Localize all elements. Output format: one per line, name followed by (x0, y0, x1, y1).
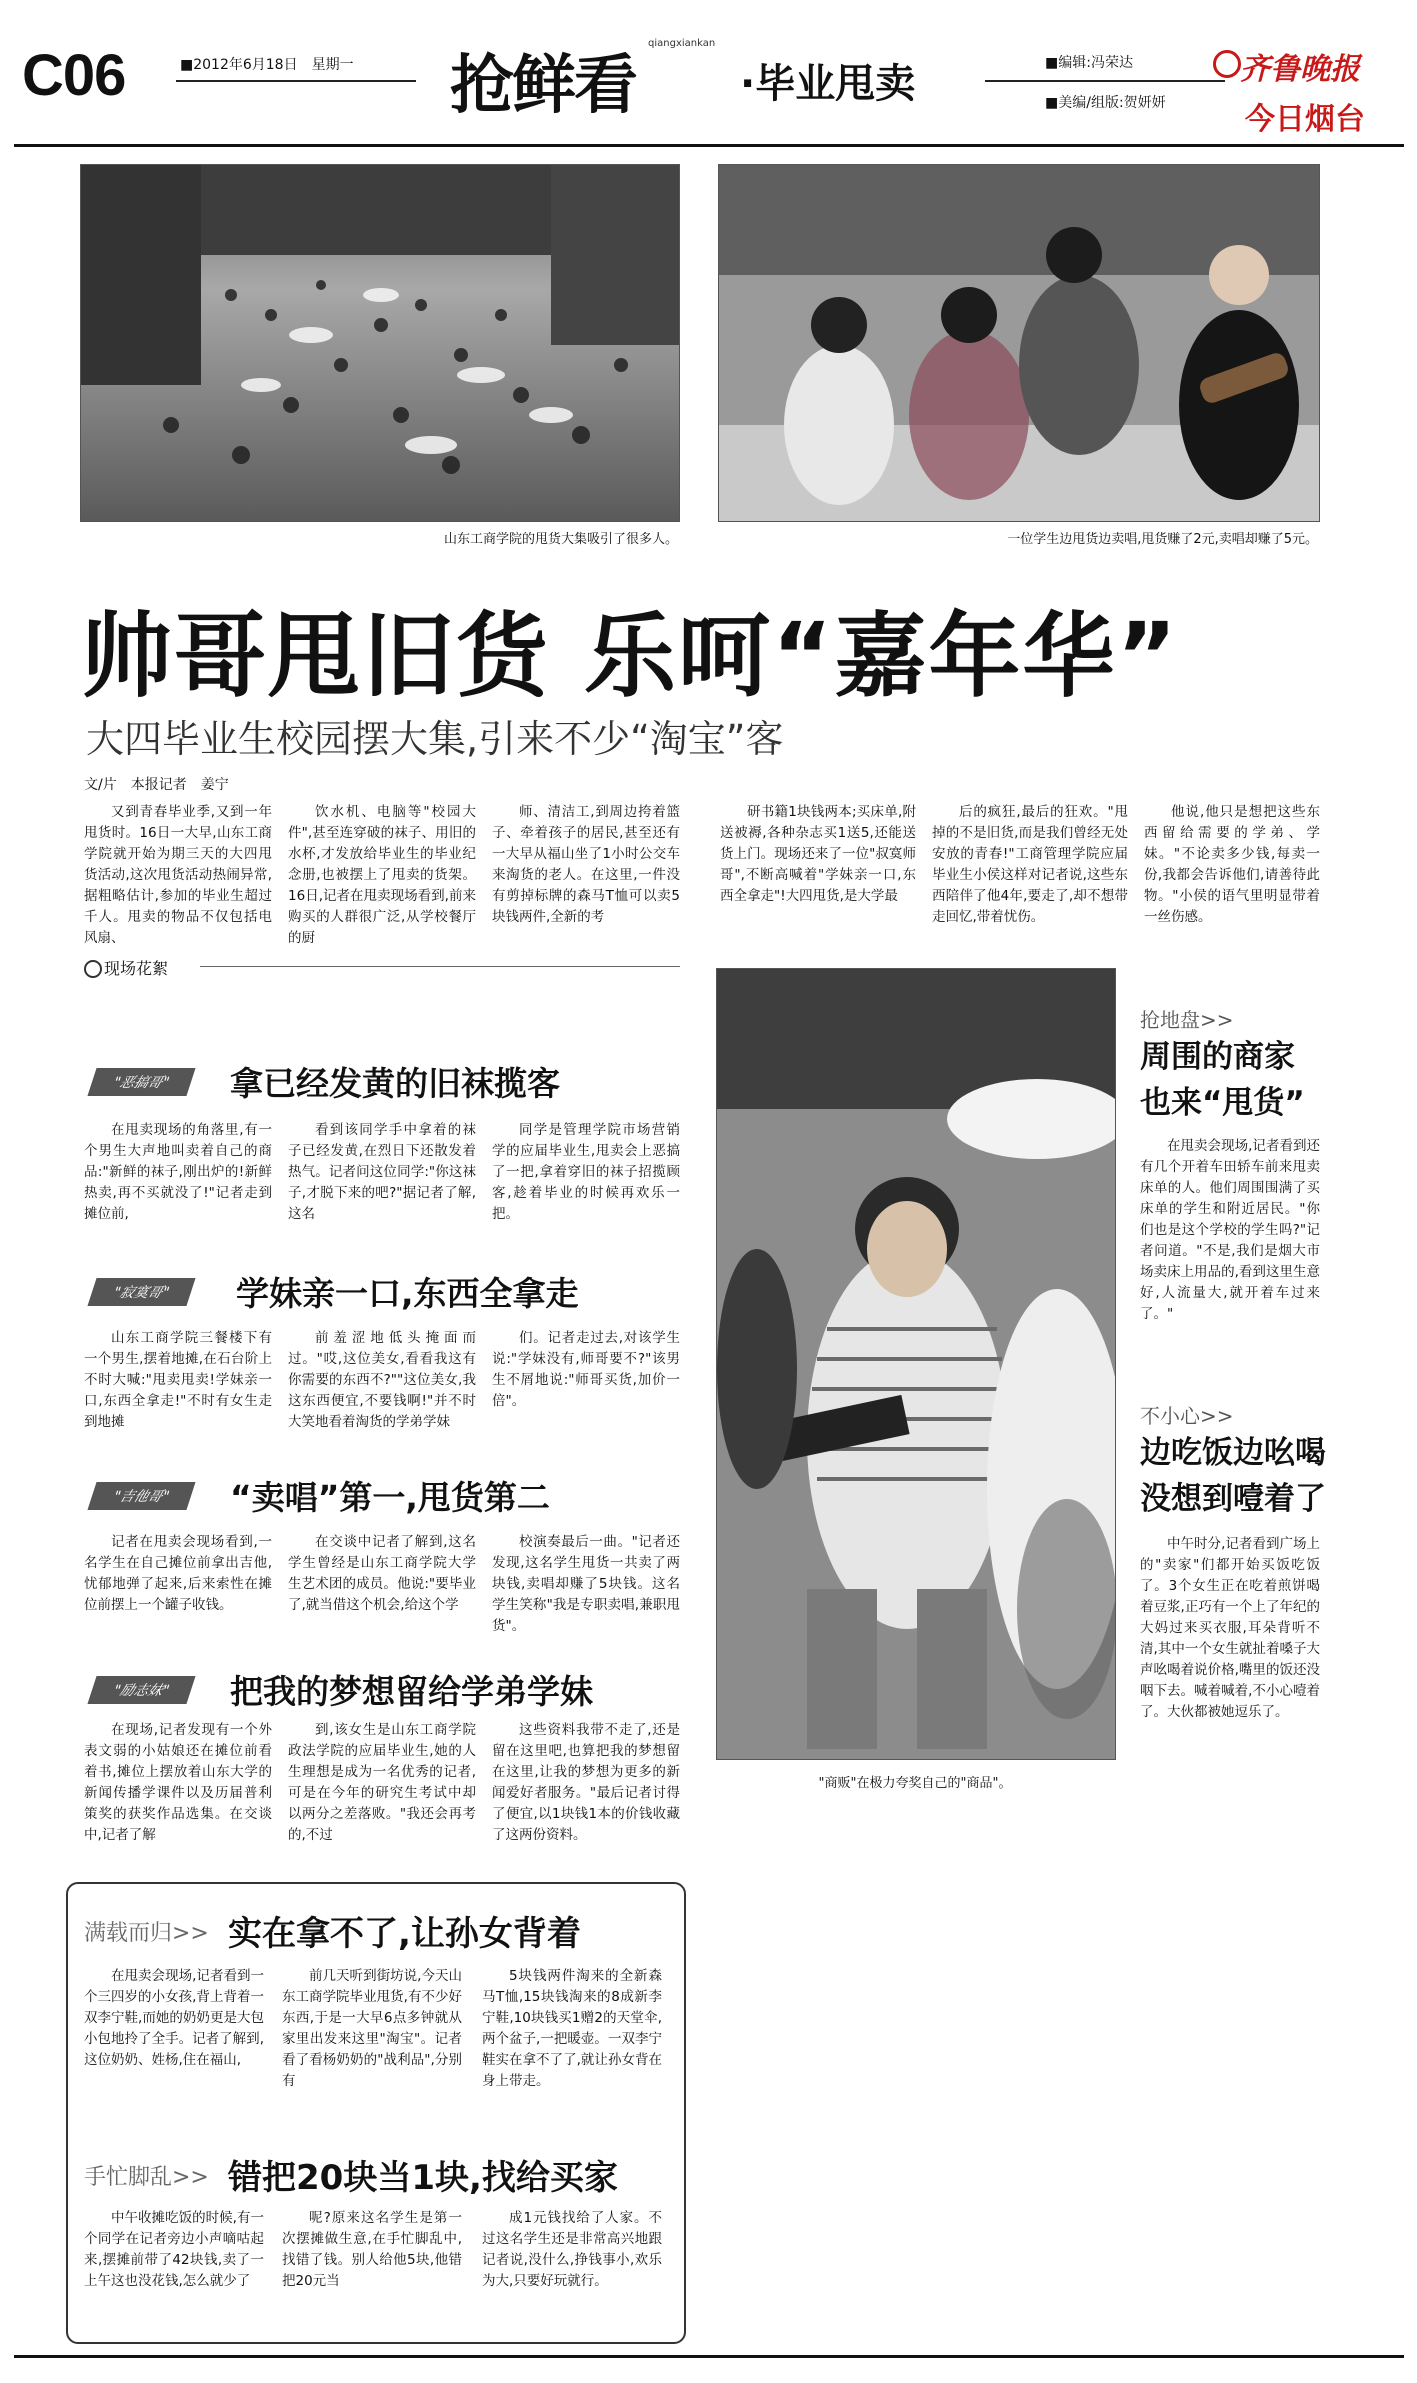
story-column: 山东工商学院三餐楼下有一个男生,摆着地摊,在石台阶上不时大喊:"甩卖甩卖!学妹亲一口,东西全拿走!"不时有女生走到地摊 (84, 1330, 272, 1430)
brand-icon (1213, 50, 1241, 78)
story-column: 这些资料我带不走了,还是留在这里吧,也算把我的梦想留在这里,让我的梦想为更多的新闻爱好者服务。"最后记者讨得了便宜,以1块钱1本的价钱收藏了这两份资料。 (492, 1722, 680, 1843)
header-rule-left (176, 80, 416, 82)
guitar-photo-caption: 一位学生边甩货边卖唱,甩货赚了2元,卖唱却赚了5元。 (1007, 532, 1318, 547)
issue-date: ■2012年6月18日 星期一 (180, 57, 354, 73)
story-tag: "寂寞哥" (87, 1278, 195, 1306)
crowd-photo-caption: 山东工商学院的甩货大集吸引了很多人。 (443, 532, 678, 547)
sidebar-kicker: 不小心>> (1140, 1404, 1234, 1428)
scene-label: 现场花絮 (104, 959, 169, 978)
sidebar-body: 中午时分,记者看到广场上的"卖家"们都开始买饭吃饭了。3个女生正在吃着煎饼喝着豆浆,正巧有一个上了年纪的大妈过来买衣服,耳朵背听不清,其中一个女生就扯着嗓子大声吆喝着说价格,嘴里的饭还没咽下去。喊着喊着,不小心噎着了。大伙都被她逗乐了。 (1140, 1536, 1320, 1720)
sidebar-kicker: 抢地盘>> (1140, 1008, 1234, 1032)
column-logo: 抢鲜看 (450, 48, 636, 123)
newspaper-brand: 齐鲁晚报 (1240, 52, 1360, 87)
box-title: 错把20块当1块,找给买家 (228, 2158, 618, 2198)
box-column: 5块钱两件淘来的全新森马T恤,15块钱淘来的8成新李宁鞋,10块钱买1赠2的天堂伞,两个盆子,一把暖壶。一双李宁鞋实在拿不了了,就让孙女背在身上带走。 (482, 1968, 662, 2089)
box-column: 中午收摊吃饭的时候,有一个同学在记者旁边小声嘀咕起来,摆摊前带了42块钱,卖了一上午这也没花钱,怎么就少了 (84, 2210, 264, 2289)
designer-credit: ■美编/组版:贺妍妍 (1045, 95, 1166, 111)
story-column: 校演奏最后一曲。"记者还发现,这名学生甩货一共卖了两块钱,卖唱却赚了5块钱。这名学生笑称"我是专职卖唱,兼职甩货"。 (492, 1534, 680, 1634)
story-column: 在现场,记者发现有一个外表文弱的小姑娘还在摊位前看着书,摊位上摆放着山东大学的新闻传播学课件以及历届普利策奖的获奖作品选集。在交谈中,记者了解 (84, 1722, 272, 1843)
sidebar-title: 边吃饭边吆喝没想到噎着了 (1140, 1435, 1326, 1517)
lead-column: 师、清洁工,到周边挎着篮子、牵着孩子的居民,甚至还有一大早从福山坐了1小时公交车来淘货的老人。在这里,一件没有剪掉标牌的森马T恤可以卖5块钱两件,全新的考 (492, 804, 680, 925)
crowd-photo (80, 164, 680, 522)
box-column: 成1元钱找给了人家。不过这名学生还是非常高兴地跟记者说,没什么,挣钱事小,欢乐为大,只要好玩就行。 (482, 2210, 662, 2289)
main-subhead: 大四毕业生校园摆大集,引来不少“淘宝”客 (86, 717, 784, 761)
byline: 文/片 本报记者 姜宁 (84, 777, 229, 793)
box-kicker: 手忙脚乱>> (84, 2165, 209, 2190)
box-title: 实在拿不了,让孙女背着 (228, 1914, 581, 1954)
story-tag: "吉他哥" (87, 1482, 195, 1510)
story-column: 同学是管理学院市场营销学的应届毕业生,甩卖会上恶搞了一把,拿着穿旧的袜子招揽顾客,趁着毕业的时候再欢乐一把。 (492, 1122, 680, 1222)
vendor-photo-caption: "商贩"在极力夸奖自己的"商品"。 (818, 1776, 1012, 1791)
vendor-photo (716, 968, 1116, 1760)
story-column: 前羞涩地低头掩面而过。"哎,这位美女,看看我这有你需要的东西不?""这位美女,我这东西便宜,不要钱啊!"并不时大笑地看着淘货的学弟学妹 (288, 1330, 476, 1430)
story-column: 在甩卖现场的角落里,有一个男生大声地叫卖着自己的商品:"新鲜的袜子,刚出炉的!新鲜热卖,再不买就没了!"记者走到摊位前, (84, 1122, 272, 1222)
story-title: 学妹亲一口,东西全拿走 (236, 1274, 579, 1313)
box-column: 在甩卖会现场,记者看到一个三四岁的小女孩,背上背着一双李宁鞋,而她的奶奶更是大包小包地拎了全手。记者了解到,这位奶奶、姓杨,住在福山, (84, 1968, 264, 2068)
lead-column: 后的疯狂,最后的狂欢。"甩掉的不是旧货,而是我们曾经无处安放的青春!"工商管理学院应届毕业生小侯这样对记者说,这些东西陪伴了他4年,要走了,却不想带走回忆,带着忧伤。 (932, 804, 1128, 925)
story-column: 到,该女生是山东工商学院政法学院的应届毕业生,她的人生理想是成为一名优秀的记者,可是在今年的研究生考试中却以两分之差落败。"我还会再考的,不过 (288, 1722, 476, 1843)
lead-column: 又到青春毕业季,又到一年甩货时。16日一大早,山东工商学院就开始为期三天的大四甩货活动,这次甩货活动热闹异常,据粗略估计,参加的毕业生超过千人。甩卖的物品不仅包括电风扇、 (84, 804, 272, 946)
sidebar-body: 在甩卖会现场,记者看到还有几个开着车田轿车前来甩卖床单的人。他们周围围满了买床单的学生和附近居民。"你们也是这个学校的学生吗?"记者问道。"不是,我们是烟大市场卖床上用品的,看到这里生意好,人流量大,就开着车过来了。" (1140, 1138, 1320, 1322)
section-title: ·毕业甩卖 (740, 61, 916, 107)
footer-rule (14, 2355, 1404, 2358)
scene-label-icon (84, 960, 102, 978)
header-rule-right (985, 80, 1225, 82)
lead-column: 饮水机、电脑等"校园大件",甚至连穿破的袜子、用旧的水杯,才发放给毕业生的毕业纪念册,也被摆上了甩卖的货架。16日,记者在甩卖现场看到,前来购买的人群很广泛,从学校餐厅的厨 (288, 804, 476, 946)
story-title: “卖唱”第一,甩货第二 (230, 1478, 550, 1517)
header-rule (14, 144, 1404, 147)
story-tag: "恶搞哥" (87, 1068, 195, 1096)
box-column: 呢?原来这名学生是第一次摆摊做生意,在手忙脚乱中,找错了钱。别人给他5块,他错把20元当 (282, 2210, 462, 2289)
story-title: 把我的梦想留给学弟学妹 (230, 1672, 593, 1711)
main-headline: 帅哥甩旧货 乐呵“嘉年华” (80, 603, 1179, 710)
story-column: 记者在甩卖会现场看到,一名学生在自己摊位前拿出吉他,忧郁地弹了起来,后来索性在摊位前摆上一个罐子收钱。 (84, 1534, 272, 1613)
lead-column: 他说,他只是想把这些东西留给需要的学弟、学妹。"不论卖多少钱,每卖一份,我都会告诉他们,请善待此物。"小侯的语气里明显带着一丝伤感。 (1144, 804, 1320, 925)
box-column: 前几天听到街坊说,今天山东工商学院毕业甩货,有不少好东西,于是一大早6点多钟就从家里出发来这里"淘宝"。记者看了看杨奶奶的"战利品",分别有 (282, 1968, 462, 2089)
editor-credit: ■编辑:冯荣达 (1045, 55, 1133, 71)
story-column: 在交谈中记者了解到,这名学生曾经是山东工商学院大学生艺术团的成员。他说:"要毕业了,就当借这个机会,给这个学 (288, 1534, 476, 1613)
guitar-photo (718, 164, 1320, 522)
story-column: 们。记者走过去,对该学生说:"学妹没有,师哥要不?"该男生不屑地说:"师哥买货,加价一倍"。 (492, 1330, 680, 1409)
lead-column: 研书籍1块钱两本;买床单,附送被褥,各种杂志买1送5,还能送货上门。现场还来了一位"叔寞师哥",不断高喊着"学妹亲一口,东西全拿走"!大四甩货,是大学最 (720, 804, 916, 904)
story-tag: "励志妹" (87, 1676, 195, 1704)
scene-label-rule (200, 966, 680, 967)
edition-city: 今日烟台 (1245, 102, 1365, 137)
story-title: 拿已经发黄的旧袜揽客 (230, 1064, 560, 1103)
sidebar-title: 周围的商家也来“甩货” (1140, 1039, 1305, 1121)
page-number: C06 (22, 43, 126, 108)
column-logo-pinyin: qiangxiankan (648, 38, 716, 49)
story-column: 看到该同学手中拿着的袜子已经发黄,在烈日下还散发着热气。记者问这位同学:"你这袜子,才脱下来的吧?"据记者了解,这名 (288, 1122, 476, 1222)
box-kicker: 满载而归>> (84, 1921, 209, 1946)
